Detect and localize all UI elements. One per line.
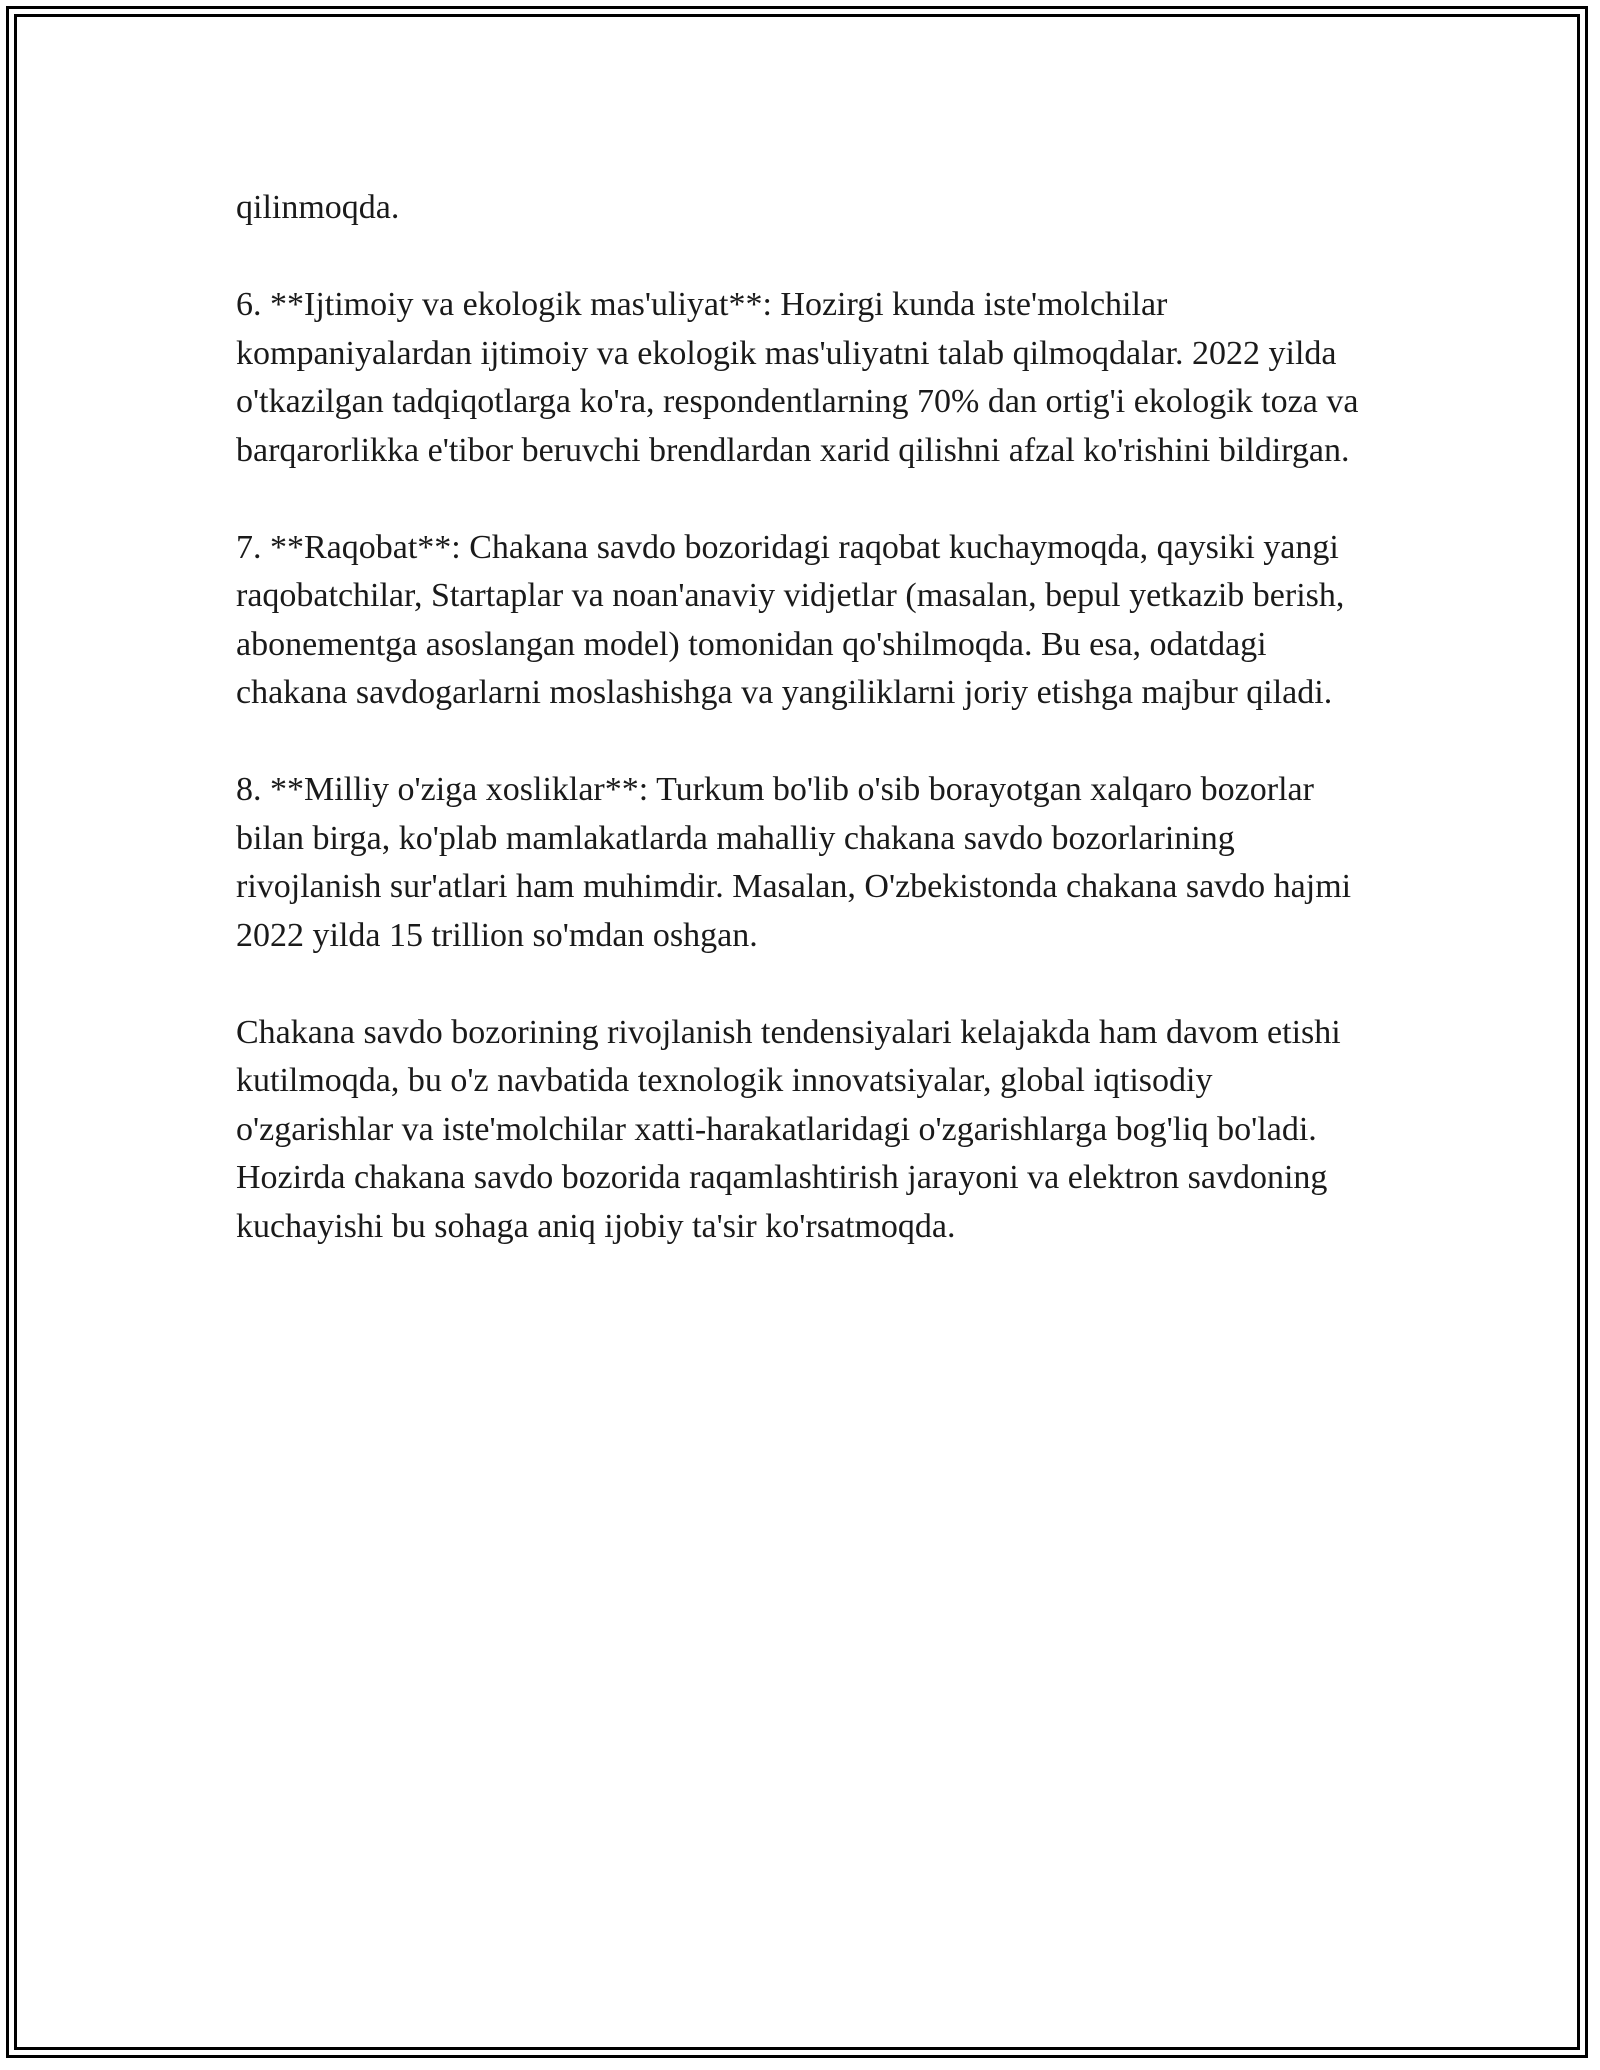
paragraph-item-8: 8. **Milliy o'ziga xosliklar**: Turkum bo'lib o'sib borayotgan xalqaro bozorlar bilan birga, ko'plab mamlakatlarda mahalliy chakana savdo bozorlarining rivojlanish sur'atlari ham muhimdir. Masalan, O'zbekistonda chakana savdo hajmi 2022 yilda 15 trillion so'mdan oshgan. (236, 771, 1352, 954)
document-body (236, 184, 1376, 1300)
paragraph-item-7: 7. **Raqobat**: Chakana savdo bozoridagi raqobat kuchaymoqda, qaysiki yangi raqobatchilar, Startaplar va noan'anaviy vidjetlar (masalan, bepul yetkazib berish, abonementga asoslangan model) tomonidan qo'shilmoqda. Bu esa, odatdagi chakana savdogarlarni moslashishga va yangiliklarni joriy etishga majbur qiladi. (236, 528, 1345, 711)
paragraph-conclusion: Chakana savdo bozorining rivojlanish tendensiyalari kelajakda ham davom etishi kutilmoqda, bu o'z navbatida texnologik innovatsiyalar, global iqtisodiy o'zgarishlar va iste'molchilar xatti-harakatlaridagi o'zgarishlarga bog'liq bo'ladi. Hozirda chakana savdo bozorida raqamlashtirish jarayoni va elektron savdoning kuchayishi bu sohaga aniq ijobiy ta'sir ko'rsatmoqda. (236, 1013, 1341, 1245)
paragraph-continuation: qilinmoqda. (236, 189, 400, 226)
paragraph-item-6: 6. **Ijtimoiy va ekologik mas'uliyat**: Hozirgi kunda iste'molchilar kompaniyalardan ijtimoiy va ekologik mas'uliyatni talab qilmoqdalar. 2022 yilda o'tkazilgan tadqiqotlarga ko'ra, respondentlarning 70% dan ortig'i ekologik toza va barqarorlikka e'tibor beruvchi brendlardan xarid qilishni afzal ko'rishini bildirgan. (236, 286, 1359, 469)
